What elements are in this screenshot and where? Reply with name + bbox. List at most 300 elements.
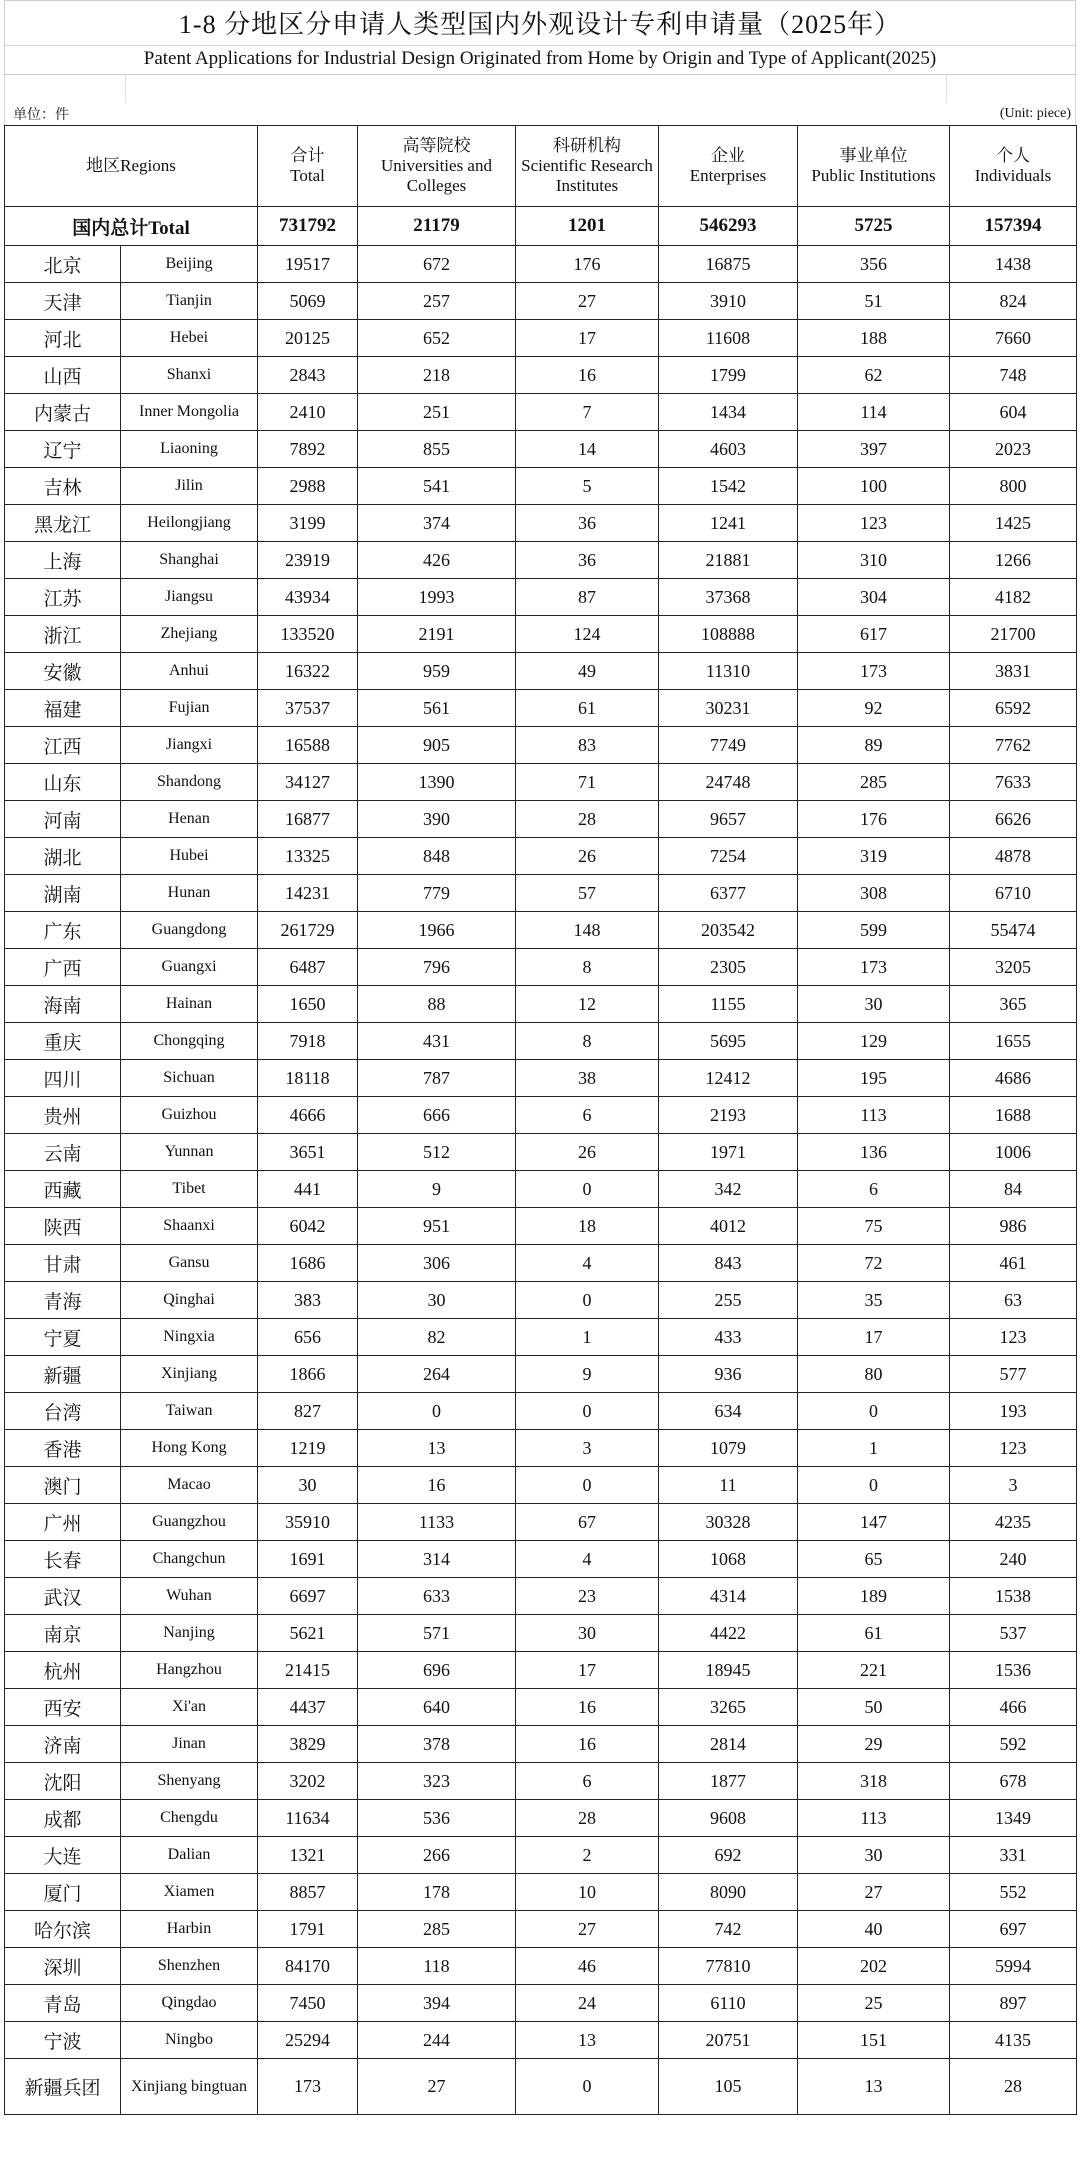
- cell-enterprises: 9608: [659, 1800, 798, 1837]
- cell-research-institutes: 16: [516, 357, 659, 394]
- region-cn: 河北: [5, 320, 121, 357]
- cell-individuals: 55474: [950, 912, 1077, 949]
- cell-total: 1791: [258, 1911, 358, 1948]
- cell-public-institutions: 40: [798, 1911, 950, 1948]
- header-enterprises: 企业 Enterprises: [659, 126, 798, 207]
- header-universities: 高等院校 Universities and Colleges: [358, 126, 516, 207]
- cell-universities: 848: [358, 838, 516, 875]
- cell-enterprises: 2814: [659, 1726, 798, 1763]
- region-cn: 安徽: [5, 653, 121, 690]
- cell-individuals: 552: [950, 1874, 1077, 1911]
- cell-individuals: 4686: [950, 1060, 1077, 1097]
- cell-public-institutions: 113: [798, 1800, 950, 1837]
- region-en: Shaanxi: [121, 1208, 258, 1245]
- cell-public-institutions: 173: [798, 949, 950, 986]
- cell-individuals: 1266: [950, 542, 1077, 579]
- cell-public-institutions: 617: [798, 616, 950, 653]
- cell-public-institutions: 0: [798, 1467, 950, 1504]
- cell-public-institutions: 599: [798, 912, 950, 949]
- page-title-en: Patent Applications for Industrial Design Originated from Home by Origin and Type of Applicant(2025): [4, 45, 1076, 75]
- cell-enterprises: 1877: [659, 1763, 798, 1800]
- region-en: Hong Kong: [121, 1430, 258, 1467]
- cell-enterprises: 1971: [659, 1134, 798, 1171]
- cell-universities: 426: [358, 542, 516, 579]
- total-individuals: 157394: [950, 207, 1077, 246]
- region-en: Jiangsu: [121, 579, 258, 616]
- region-en: Guangxi: [121, 949, 258, 986]
- table-row: [5, 1948, 1077, 1985]
- cell-universities: 390: [358, 801, 516, 838]
- cell-enterprises: 1434: [659, 394, 798, 431]
- region-en: Changchun: [121, 1541, 258, 1578]
- region-en: Guangzhou: [121, 1504, 258, 1541]
- cell-research-institutes: 16: [516, 1689, 659, 1726]
- cell-total: 2410: [258, 394, 358, 431]
- cell-enterprises: 11310: [659, 653, 798, 690]
- region-en: Hainan: [121, 986, 258, 1023]
- cell-research-institutes: 23: [516, 1578, 659, 1615]
- region-cn: 新疆: [5, 1356, 121, 1393]
- total-public-institutions: 5725: [798, 207, 950, 246]
- table-row: [5, 579, 1077, 616]
- region-en: Liaoning: [121, 431, 258, 468]
- cell-enterprises: 4603: [659, 431, 798, 468]
- table-row: [5, 1800, 1077, 1837]
- cell-total: 21415: [258, 1652, 358, 1689]
- region-cn: 宁波: [5, 2022, 121, 2059]
- cell-enterprises: 12412: [659, 1060, 798, 1097]
- cell-enterprises: 433: [659, 1319, 798, 1356]
- cell-universities: 787: [358, 1060, 516, 1097]
- region-en: Inner Mongolia: [121, 394, 258, 431]
- region-en: Shandong: [121, 764, 258, 801]
- cell-public-institutions: 100: [798, 468, 950, 505]
- table-row: [5, 1504, 1077, 1541]
- cell-research-institutes: 6: [516, 1097, 659, 1134]
- cell-individuals: 63: [950, 1282, 1077, 1319]
- region-en: Heilongjiang: [121, 505, 258, 542]
- table-row: [5, 2059, 1077, 2115]
- region-cn: 黑龙江: [5, 505, 121, 542]
- total-research-institutes: 1201: [516, 207, 659, 246]
- cell-universities: 16: [358, 1467, 516, 1504]
- cell-total: 34127: [258, 764, 358, 801]
- cell-research-institutes: 18: [516, 1208, 659, 1245]
- cell-total: 383: [258, 1282, 358, 1319]
- cell-individuals: 193: [950, 1393, 1077, 1430]
- cell-enterprises: 11608: [659, 320, 798, 357]
- cell-individuals: 592: [950, 1726, 1077, 1763]
- cell-total: 133520: [258, 616, 358, 653]
- cell-research-institutes: 46: [516, 1948, 659, 1985]
- cell-universities: 30: [358, 1282, 516, 1319]
- cell-enterprises: 3910: [659, 283, 798, 320]
- cell-universities: 512: [358, 1134, 516, 1171]
- cell-research-institutes: 57: [516, 875, 659, 912]
- cell-public-institutions: 27: [798, 1874, 950, 1911]
- cell-public-institutions: 151: [798, 2022, 950, 2059]
- cell-individuals: 1655: [950, 1023, 1077, 1060]
- cell-research-institutes: 17: [516, 320, 659, 357]
- page-title-cn: 1-8 分地区分申请人类型国内外观设计专利申请量（2025年）: [4, 0, 1076, 45]
- cell-enterprises: 3265: [659, 1689, 798, 1726]
- cell-enterprises: 342: [659, 1171, 798, 1208]
- cell-total: 3202: [258, 1763, 358, 1800]
- region-en: Jinan: [121, 1726, 258, 1763]
- cell-enterprises: 9657: [659, 801, 798, 838]
- cell-research-institutes: 83: [516, 727, 659, 764]
- cell-research-institutes: 26: [516, 838, 659, 875]
- table-row: [5, 468, 1077, 505]
- cell-total: 14231: [258, 875, 358, 912]
- cell-public-institutions: 50: [798, 1689, 950, 1726]
- cell-individuals: 3: [950, 1467, 1077, 1504]
- region-en: Qingdao: [121, 1985, 258, 2022]
- cell-public-institutions: 30: [798, 986, 950, 1023]
- table-row: [5, 1060, 1077, 1097]
- cell-research-institutes: 9: [516, 1356, 659, 1393]
- cell-public-institutions: 30: [798, 1837, 950, 1874]
- cell-enterprises: 1241: [659, 505, 798, 542]
- cell-enterprises: 6110: [659, 1985, 798, 2022]
- cell-universities: 82: [358, 1319, 516, 1356]
- region-en: Hebei: [121, 320, 258, 357]
- table-row: [5, 986, 1077, 1023]
- table-row: [5, 1171, 1077, 1208]
- cell-individuals: 4182: [950, 579, 1077, 616]
- table-row: [5, 2022, 1077, 2059]
- cell-individuals: 28: [950, 2059, 1077, 2115]
- cell-universities: 266: [358, 1837, 516, 1874]
- cell-research-institutes: 14: [516, 431, 659, 468]
- cell-enterprises: 20751: [659, 2022, 798, 2059]
- cell-public-institutions: 75: [798, 1208, 950, 1245]
- region-cn: 青岛: [5, 1985, 121, 2022]
- region-cn: 内蒙古: [5, 394, 121, 431]
- cell-universities: 0: [358, 1393, 516, 1430]
- cell-individuals: 123: [950, 1430, 1077, 1467]
- cell-public-institutions: 92: [798, 690, 950, 727]
- cell-enterprises: 692: [659, 1837, 798, 1874]
- cell-public-institutions: 29: [798, 1726, 950, 1763]
- cell-enterprises: 203542: [659, 912, 798, 949]
- cell-total: 1650: [258, 986, 358, 1023]
- region-en: Beijing: [121, 246, 258, 283]
- region-cn: 重庆: [5, 1023, 121, 1060]
- cell-total: 1219: [258, 1430, 358, 1467]
- cell-total: 30: [258, 1467, 358, 1504]
- table-row: [5, 1578, 1077, 1615]
- cell-total: 173: [258, 2059, 358, 2115]
- cell-research-institutes: 28: [516, 801, 659, 838]
- region-cn: 四川: [5, 1060, 121, 1097]
- total-row: [5, 207, 1077, 246]
- cell-research-institutes: 28: [516, 1800, 659, 1837]
- cell-individuals: 748: [950, 357, 1077, 394]
- table-row: [5, 1134, 1077, 1171]
- table-row: [5, 1319, 1077, 1356]
- cell-total: 261729: [258, 912, 358, 949]
- cell-public-institutions: 25: [798, 1985, 950, 2022]
- table-row: [5, 431, 1077, 468]
- cell-enterprises: 1068: [659, 1541, 798, 1578]
- total-total: 731792: [258, 207, 358, 246]
- region-cn: 宁夏: [5, 1319, 121, 1356]
- cell-universities: 1966: [358, 912, 516, 949]
- cell-research-institutes: 0: [516, 1171, 659, 1208]
- cell-total: 16322: [258, 653, 358, 690]
- table-row: [5, 1615, 1077, 1652]
- region-cn: 广州: [5, 1504, 121, 1541]
- cell-research-institutes: 36: [516, 505, 659, 542]
- region-en: Shanxi: [121, 357, 258, 394]
- region-en: Shenzhen: [121, 1948, 258, 1985]
- cell-public-institutions: 221: [798, 1652, 950, 1689]
- table-row: [5, 838, 1077, 875]
- region-cn: 武汉: [5, 1578, 121, 1615]
- cell-individuals: 466: [950, 1689, 1077, 1726]
- cell-public-institutions: 72: [798, 1245, 950, 1282]
- cell-universities: 1390: [358, 764, 516, 801]
- table-row: [5, 1689, 1077, 1726]
- region-cn: 南京: [5, 1615, 121, 1652]
- cell-enterprises: 30231: [659, 690, 798, 727]
- region-en: Anhui: [121, 653, 258, 690]
- region-cn: 天津: [5, 283, 121, 320]
- cell-universities: 285: [358, 1911, 516, 1948]
- region-cn: 吉林: [5, 468, 121, 505]
- table-row: [5, 1467, 1077, 1504]
- cell-individuals: 800: [950, 468, 1077, 505]
- cell-individuals: 1538: [950, 1578, 1077, 1615]
- cell-research-institutes: 16: [516, 1726, 659, 1763]
- cell-enterprises: 37368: [659, 579, 798, 616]
- cell-enterprises: 1079: [659, 1430, 798, 1467]
- cell-universities: 855: [358, 431, 516, 468]
- cell-enterprises: 24748: [659, 764, 798, 801]
- cell-individuals: 537: [950, 1615, 1077, 1652]
- cell-research-institutes: 49: [516, 653, 659, 690]
- region-en: Chongqing: [121, 1023, 258, 1060]
- region-cn: 北京: [5, 246, 121, 283]
- table-row: [5, 246, 1077, 283]
- cell-research-institutes: 6: [516, 1763, 659, 1800]
- region-cn: 江西: [5, 727, 121, 764]
- cell-research-institutes: 0: [516, 2059, 659, 2115]
- cell-total: 1691: [258, 1541, 358, 1578]
- cell-enterprises: 6377: [659, 875, 798, 912]
- region-en: Ningbo: [121, 2022, 258, 2059]
- cell-research-institutes: 0: [516, 1393, 659, 1430]
- table-row: [5, 1097, 1077, 1134]
- cell-research-institutes: 67: [516, 1504, 659, 1541]
- cell-universities: 696: [358, 1652, 516, 1689]
- blank-row: [4, 75, 1076, 103]
- cell-research-institutes: 124: [516, 616, 659, 653]
- region-en: Qinghai: [121, 1282, 258, 1319]
- table-row: [5, 616, 1077, 653]
- region-en: Xinjiang bingtuan: [121, 2059, 258, 2115]
- cell-research-institutes: 8: [516, 949, 659, 986]
- cell-public-institutions: 51: [798, 283, 950, 320]
- cell-individuals: 1425: [950, 505, 1077, 542]
- header-individuals: 个人 Individuals: [950, 126, 1077, 207]
- header-row: [5, 126, 1077, 207]
- cell-universities: 88: [358, 986, 516, 1023]
- cell-individuals: 1006: [950, 1134, 1077, 1171]
- cell-enterprises: 30328: [659, 1504, 798, 1541]
- cell-universities: 959: [358, 653, 516, 690]
- cell-universities: 431: [358, 1023, 516, 1060]
- region-en: Tibet: [121, 1171, 258, 1208]
- cell-total: 16588: [258, 727, 358, 764]
- cell-enterprises: 21881: [659, 542, 798, 579]
- cell-enterprises: 4012: [659, 1208, 798, 1245]
- cell-total: 18118: [258, 1060, 358, 1097]
- cell-universities: 779: [358, 875, 516, 912]
- cell-enterprises: 7749: [659, 727, 798, 764]
- cell-research-institutes: 27: [516, 283, 659, 320]
- region-en: Zhejiang: [121, 616, 258, 653]
- region-en: Shenyang: [121, 1763, 258, 1800]
- cell-enterprises: 742: [659, 1911, 798, 1948]
- cell-public-institutions: 189: [798, 1578, 950, 1615]
- cell-individuals: 123: [950, 1319, 1077, 1356]
- cell-research-institutes: 17: [516, 1652, 659, 1689]
- cell-public-institutions: 129: [798, 1023, 950, 1060]
- table-row: [5, 801, 1077, 838]
- region-cn: 杭州: [5, 1652, 121, 1689]
- region-cn: 上海: [5, 542, 121, 579]
- cell-research-institutes: 2: [516, 1837, 659, 1874]
- region-en: Xiamen: [121, 1874, 258, 1911]
- cell-enterprises: 8090: [659, 1874, 798, 1911]
- cell-individuals: 697: [950, 1911, 1077, 1948]
- cell-individuals: 6710: [950, 875, 1077, 912]
- cell-universities: 561: [358, 690, 516, 727]
- cell-research-institutes: 7: [516, 394, 659, 431]
- region-en: Henan: [121, 801, 258, 838]
- cell-public-institutions: 308: [798, 875, 950, 912]
- cell-research-institutes: 36: [516, 542, 659, 579]
- table-row: [5, 505, 1077, 542]
- cell-universities: 541: [358, 468, 516, 505]
- region-cn: 辽宁: [5, 431, 121, 468]
- cell-individuals: 365: [950, 986, 1077, 1023]
- cell-enterprises: 2193: [659, 1097, 798, 1134]
- cell-total: 1686: [258, 1245, 358, 1282]
- cell-universities: 264: [358, 1356, 516, 1393]
- region-en: Wuhan: [121, 1578, 258, 1615]
- region-cn: 浙江: [5, 616, 121, 653]
- cell-individuals: 1688: [950, 1097, 1077, 1134]
- cell-universities: 378: [358, 1726, 516, 1763]
- unit-label-cn: 单位：件: [13, 108, 69, 123]
- cell-universities: 27: [358, 2059, 516, 2115]
- table-row: [5, 1208, 1077, 1245]
- cell-individuals: 986: [950, 1208, 1077, 1245]
- cell-universities: 1993: [358, 579, 516, 616]
- cell-total: 827: [258, 1393, 358, 1430]
- cell-enterprises: 16875: [659, 246, 798, 283]
- cell-total: 23919: [258, 542, 358, 579]
- cell-total: 7918: [258, 1023, 358, 1060]
- cell-research-institutes: 1: [516, 1319, 659, 1356]
- table-row: [5, 1726, 1077, 1763]
- cell-enterprises: 105: [659, 2059, 798, 2115]
- header-region: 地区Regions: [5, 126, 258, 207]
- cell-total: 3199: [258, 505, 358, 542]
- region-cn: 济南: [5, 1726, 121, 1763]
- cell-enterprises: 11: [659, 1467, 798, 1504]
- table-row: [5, 1023, 1077, 1060]
- region-cn: 沈阳: [5, 1763, 121, 1800]
- cell-enterprises: 18945: [659, 1652, 798, 1689]
- region-en: Sichuan: [121, 1060, 258, 1097]
- cell-individuals: 604: [950, 394, 1077, 431]
- cell-research-institutes: 61: [516, 690, 659, 727]
- cell-universities: 9: [358, 1171, 516, 1208]
- cell-public-institutions: 304: [798, 579, 950, 616]
- cell-individuals: 7633: [950, 764, 1077, 801]
- cell-public-institutions: 17: [798, 1319, 950, 1356]
- cell-research-institutes: 0: [516, 1467, 659, 1504]
- table-row: [5, 283, 1077, 320]
- region-en: Fujian: [121, 690, 258, 727]
- cell-individuals: 331: [950, 1837, 1077, 1874]
- cell-universities: 244: [358, 2022, 516, 2059]
- cell-public-institutions: 310: [798, 542, 950, 579]
- cell-public-institutions: 6: [798, 1171, 950, 1208]
- table-row: [5, 394, 1077, 431]
- cell-enterprises: 77810: [659, 1948, 798, 1985]
- region-cn: 贵州: [5, 1097, 121, 1134]
- table-row: [5, 727, 1077, 764]
- total-enterprises: 546293: [659, 207, 798, 246]
- cell-universities: 796: [358, 949, 516, 986]
- cell-public-institutions: 136: [798, 1134, 950, 1171]
- cell-individuals: 577: [950, 1356, 1077, 1393]
- cell-universities: 13: [358, 1430, 516, 1467]
- cell-individuals: 3205: [950, 949, 1077, 986]
- cell-total: 2843: [258, 357, 358, 394]
- region-en: Ningxia: [121, 1319, 258, 1356]
- cell-enterprises: 5695: [659, 1023, 798, 1060]
- region-en: Guangdong: [121, 912, 258, 949]
- cell-public-institutions: 123: [798, 505, 950, 542]
- region-en: Jilin: [121, 468, 258, 505]
- cell-public-institutions: 195: [798, 1060, 950, 1097]
- cell-universities: 1133: [358, 1504, 516, 1541]
- region-en: Gansu: [121, 1245, 258, 1282]
- cell-enterprises: 255: [659, 1282, 798, 1319]
- cell-research-institutes: 10: [516, 1874, 659, 1911]
- cell-public-institutions: 1: [798, 1430, 950, 1467]
- cell-public-institutions: 147: [798, 1504, 950, 1541]
- table-row: [5, 542, 1077, 579]
- cell-total: 35910: [258, 1504, 358, 1541]
- cell-research-institutes: 176: [516, 246, 659, 283]
- cell-public-institutions: 65: [798, 1541, 950, 1578]
- cell-universities: 374: [358, 505, 516, 542]
- cell-total: 8857: [258, 1874, 358, 1911]
- cell-research-institutes: 24: [516, 1985, 659, 2022]
- cell-enterprises: 634: [659, 1393, 798, 1430]
- cell-universities: 306: [358, 1245, 516, 1282]
- cell-enterprises: 843: [659, 1245, 798, 1282]
- patent-table: [4, 125, 1077, 2115]
- cell-total: 6487: [258, 949, 358, 986]
